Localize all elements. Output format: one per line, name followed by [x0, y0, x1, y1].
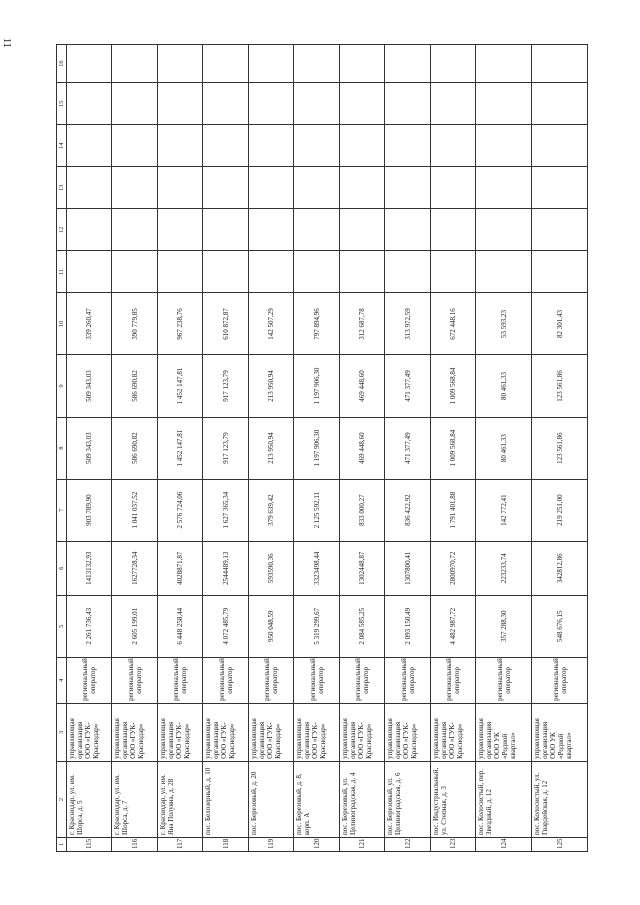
value-cell-c16 — [203, 45, 248, 83]
value-cell-c6: 2800970,72 — [430, 541, 475, 595]
address-cell: пос. Белозерный, д. 10 — [203, 761, 248, 837]
column-number-row — [57, 45, 67, 852]
row-number: 124 — [476, 837, 532, 851]
value-cell-c6: 4028871,87 — [157, 541, 202, 595]
organization-cell: управляющая организация ООО «ГУК-Краснодар» — [67, 703, 112, 761]
value-cell-c5: 950 048,59 — [248, 595, 293, 657]
row-number: 115 — [67, 837, 112, 851]
table-row — [385, 45, 430, 852]
value-cell-c6: 1413132,93 — [67, 541, 112, 595]
value-cell-c7: 836 422,92 — [385, 479, 430, 541]
value-cell-c14 — [67, 125, 112, 167]
address-cell: пос. Колосистый, пер. Звездный, д. 12 — [476, 761, 532, 837]
table-rotator — [56, 44, 588, 852]
value-cell-c8: 586 690,82 — [112, 417, 157, 479]
address-cell: пос. Индустриальный, ул. Степная, д. 3 — [430, 761, 475, 837]
row-number: 116 — [112, 837, 157, 851]
column-header: 7 — [57, 479, 67, 541]
address-cell: пос. Березовый, ул. Целиноградская, д. 6 — [385, 761, 430, 837]
row-number: 120 — [294, 837, 339, 851]
value-cell-c12 — [203, 209, 248, 251]
value-cell-c9: 586 690,82 — [112, 355, 157, 417]
address-cell: г. Краснодар, ул. им. Яна Полуяна, д. 28 — [157, 761, 202, 837]
value-cell-c6: 3323498,44 — [294, 541, 339, 595]
value-cell-c16 — [112, 45, 157, 83]
table-row — [430, 45, 475, 852]
address-cell: пос. Березовый, д. 20 — [248, 761, 293, 837]
value-cell-c11 — [476, 251, 532, 293]
organization-cell: управляющая организация ООО «ГУК-Краснодар» — [157, 703, 202, 761]
value-cell-c9: 509 343,03 — [67, 355, 112, 417]
organization-cell: управляющая организация ООО «ГУК-Краснодар» — [430, 703, 475, 761]
value-cell-c14 — [112, 125, 157, 167]
value-cell-c9: 1 452 147,81 — [157, 355, 202, 417]
organization-cell: управляющая организация ООО «ГУК-Краснодар» — [385, 703, 430, 761]
value-cell-c12 — [532, 209, 588, 251]
operator-cell: региональный оператор — [339, 657, 384, 703]
value-cell-c9: 917 123,79 — [203, 355, 248, 417]
row-number: 119 — [248, 837, 293, 851]
value-cell-c12 — [430, 209, 475, 251]
organization-cell: управляющая организация ООО УК «Родной квартал» — [476, 703, 532, 761]
table-row — [67, 45, 112, 852]
value-cell-c8: 917 123,79 — [203, 417, 248, 479]
operator-cell: региональный оператор — [67, 657, 112, 703]
operator-cell: региональный оператор — [294, 657, 339, 703]
operator-cell: региональный оператор — [476, 657, 532, 703]
value-cell-c13 — [67, 167, 112, 209]
value-cell-c15 — [112, 83, 157, 125]
value-cell-c12 — [157, 209, 202, 251]
value-cell-c11 — [248, 251, 293, 293]
column-header: 10 — [57, 293, 67, 355]
table-row — [532, 45, 588, 852]
value-cell-c15 — [157, 83, 202, 125]
page-number: 11 — [1, 38, 12, 48]
value-cell-c8: 80 461,33 — [476, 417, 532, 479]
value-cell-c13 — [476, 167, 532, 209]
value-cell-c5: 4 072 485,79 — [203, 595, 248, 657]
value-cell-c10: 339 260,47 — [67, 293, 112, 355]
value-cell-c12 — [67, 209, 112, 251]
column-header: 14 — [57, 125, 67, 167]
value-cell-c16 — [157, 45, 202, 83]
value-cell-c7: 219 251,00 — [532, 479, 588, 541]
operator-cell: региональный оператор — [532, 657, 588, 703]
table-row — [157, 45, 202, 852]
column-header: 15 — [57, 83, 67, 125]
value-cell-c6: 1302448,87 — [339, 541, 384, 595]
value-cell-c7: 2 576 724,06 — [157, 479, 202, 541]
value-cell-c5: 2 093 150,49 — [385, 595, 430, 657]
value-cell-c16 — [339, 45, 384, 83]
row-number: 122 — [385, 837, 430, 851]
value-cell-c12 — [339, 209, 384, 251]
value-cell-c8: 123 561,86 — [532, 417, 588, 479]
column-header: 8 — [57, 417, 67, 479]
organization-cell: управляющая организация ООО «ГУК-Краснодар» — [294, 703, 339, 761]
column-header: 3 — [57, 703, 67, 761]
value-cell-c14 — [339, 125, 384, 167]
value-cell-c13 — [157, 167, 202, 209]
value-cell-c14 — [476, 125, 532, 167]
value-cell-c13 — [339, 167, 384, 209]
value-cell-c10: 82 301,43 — [532, 293, 588, 355]
table-row — [112, 45, 157, 852]
value-cell-c12 — [248, 209, 293, 251]
value-cell-c10: 672 448,16 — [430, 293, 475, 355]
value-cell-c9: 1 197 906,30 — [294, 355, 339, 417]
value-cell-c11 — [157, 251, 202, 293]
value-cell-c5: 2 605 199,01 — [112, 595, 157, 657]
value-cell-c11 — [67, 251, 112, 293]
operator-cell: региональный оператор — [157, 657, 202, 703]
address-cell: г. Краснодар, ул. им. Шорса, д. 7 — [112, 761, 157, 837]
value-cell-c7: 1 041 037,52 — [112, 479, 157, 541]
value-cell-c14 — [532, 125, 588, 167]
column-header: 6 — [57, 541, 67, 595]
value-cell-c6: 1307800,41 — [385, 541, 430, 595]
value-cell-c14 — [294, 125, 339, 167]
value-cell-c15 — [430, 83, 475, 125]
value-cell-c12 — [112, 209, 157, 251]
value-cell-c11 — [532, 251, 588, 293]
value-cell-c11 — [385, 251, 430, 293]
operator-cell: региональный оператор — [203, 657, 248, 703]
value-cell-c15 — [339, 83, 384, 125]
value-cell-c16 — [248, 45, 293, 83]
value-cell-c9: 123 561,86 — [532, 355, 588, 417]
operator-cell: региональный оператор — [112, 657, 157, 703]
table-row — [339, 45, 384, 852]
table-row — [476, 45, 532, 852]
value-cell-c15 — [294, 83, 339, 125]
value-cell-c14 — [248, 125, 293, 167]
rotated-table-sheet — [56, 44, 588, 852]
operator-cell: региональный оператор — [248, 657, 293, 703]
row-number: 121 — [339, 837, 384, 851]
value-cell-c10: 390 779,85 — [112, 293, 157, 355]
value-cell-c7: 142 772,41 — [476, 479, 532, 541]
value-cell-c13 — [294, 167, 339, 209]
value-cell-c7: 2 125 592,11 — [294, 479, 339, 541]
column-header: 12 — [57, 209, 67, 251]
value-cell-c15 — [385, 83, 430, 125]
value-cell-c12 — [294, 209, 339, 251]
value-cell-c14 — [157, 125, 202, 167]
operator-cell: региональный оператор — [385, 657, 430, 703]
row-number: 118 — [203, 837, 248, 851]
value-cell-c10: 142 507,29 — [248, 293, 293, 355]
value-cell-c16 — [532, 45, 588, 83]
value-cell-c14 — [203, 125, 248, 167]
column-header: 9 — [57, 355, 67, 417]
value-cell-c16 — [430, 45, 475, 83]
table-body — [67, 45, 588, 852]
value-cell-c5: 548 676,15 — [532, 595, 588, 657]
value-cell-c6: 2544489,13 — [203, 541, 248, 595]
value-cell-c7: 1 791 401,88 — [430, 479, 475, 541]
value-cell-c6: 223233,74 — [476, 541, 532, 595]
row-number: 123 — [430, 837, 475, 851]
value-cell-c16 — [294, 45, 339, 83]
value-cell-c15 — [248, 83, 293, 125]
value-cell-c12 — [476, 209, 532, 251]
value-cell-c8: 469 448,60 — [339, 417, 384, 479]
value-cell-c10: 313 972,59 — [385, 293, 430, 355]
column-header: 11 — [57, 251, 67, 293]
table-row — [294, 45, 339, 852]
value-cell-c10: 312 687,78 — [339, 293, 384, 355]
value-cell-c7: 833 000,27 — [339, 479, 384, 541]
value-cell-c7: 1 627 365,34 — [203, 479, 248, 541]
value-cell-c13 — [112, 167, 157, 209]
value-cell-c8: 1 197 906,30 — [294, 417, 339, 479]
table-row — [248, 45, 293, 852]
value-cell-c12 — [385, 209, 430, 251]
organization-cell: управляющая организация ООО УК «Родной квартал» — [532, 703, 588, 761]
value-cell-c8: 213 950,94 — [248, 417, 293, 479]
value-cell-c5: 2 261 736,43 — [67, 595, 112, 657]
value-cell-c8: 509 343,03 — [67, 417, 112, 479]
value-cell-c9: 1 009 568,84 — [430, 355, 475, 417]
value-cell-c15 — [476, 83, 532, 125]
value-cell-c14 — [385, 125, 430, 167]
address-cell: г. Краснодар, ул. им. Шорса, д. 5 — [67, 761, 112, 837]
repair-cost-table — [56, 44, 588, 852]
value-cell-c13 — [532, 167, 588, 209]
value-cell-c10: 53 593,23 — [476, 293, 532, 355]
table-row — [203, 45, 248, 852]
value-cell-c5: 2 084 585,25 — [339, 595, 384, 657]
value-cell-c7: 379 639,42 — [248, 479, 293, 541]
value-cell-c10: 967 238,76 — [157, 293, 202, 355]
value-cell-c16 — [385, 45, 430, 83]
value-cell-c5: 357 288,30 — [476, 595, 532, 657]
value-cell-c11 — [203, 251, 248, 293]
value-cell-c15 — [532, 83, 588, 125]
column-header: 16 — [57, 45, 67, 83]
address-cell: пос. Березовый, д. 8, корп. А — [294, 761, 339, 837]
value-cell-c5: 5 319 299,67 — [294, 595, 339, 657]
value-cell-c13 — [203, 167, 248, 209]
value-cell-c16 — [476, 45, 532, 83]
value-cell-c16 — [67, 45, 112, 83]
column-header: 5 — [57, 595, 67, 657]
value-cell-c6: 1627728,34 — [112, 541, 157, 595]
row-number: 117 — [157, 837, 202, 851]
value-cell-c7: 903 789,90 — [67, 479, 112, 541]
value-cell-c13 — [248, 167, 293, 209]
value-cell-c9: 213 950,94 — [248, 355, 293, 417]
column-header: 2 — [57, 761, 67, 837]
value-cell-c9: 471 377,49 — [385, 355, 430, 417]
organization-cell: управляющая организация ООО «ГУК-Краснодар» — [203, 703, 248, 761]
value-cell-c11 — [294, 251, 339, 293]
column-header: 13 — [57, 167, 67, 209]
address-cell: пос. Березовый, ул. Целиноградская, д. 4 — [339, 761, 384, 837]
value-cell-c10: 797 894,96 — [294, 293, 339, 355]
organization-cell: управляющая организация ООО «ГУК-Краснодар» — [339, 703, 384, 761]
value-cell-c8: 1 009 568,84 — [430, 417, 475, 479]
organization-cell: управляющая организация ООО «ГУК-Краснодар» — [248, 703, 293, 761]
row-number: 125 — [532, 837, 588, 851]
organization-cell: управляющая организация ООО «ГУК-Краснодар» — [112, 703, 157, 761]
value-cell-c15 — [67, 83, 112, 125]
value-cell-c15 — [203, 83, 248, 125]
value-cell-c5: 6 448 258,44 — [157, 595, 202, 657]
value-cell-c8: 471 377,49 — [385, 417, 430, 479]
column-header: 4 — [57, 657, 67, 703]
column-header: 1 — [57, 837, 67, 851]
value-cell-c6: 342812,86 — [532, 541, 588, 595]
operator-cell: региональный оператор — [430, 657, 475, 703]
address-cell: пос. Колосистый, ул. Гвардейская, д. 12 — [532, 761, 588, 837]
value-cell-c10: 610 872,87 — [203, 293, 248, 355]
value-cell-c11 — [430, 251, 475, 293]
value-cell-c11 — [112, 251, 157, 293]
value-cell-c9: 80 461,33 — [476, 355, 532, 417]
value-cell-c6: 593590,36 — [248, 541, 293, 595]
value-cell-c11 — [339, 251, 384, 293]
value-cell-c8: 1 452 147,81 — [157, 417, 202, 479]
value-cell-c13 — [385, 167, 430, 209]
value-cell-c9: 469 448,60 — [339, 355, 384, 417]
value-cell-c14 — [430, 125, 475, 167]
value-cell-c13 — [430, 167, 475, 209]
value-cell-c5: 4 482 987,72 — [430, 595, 475, 657]
